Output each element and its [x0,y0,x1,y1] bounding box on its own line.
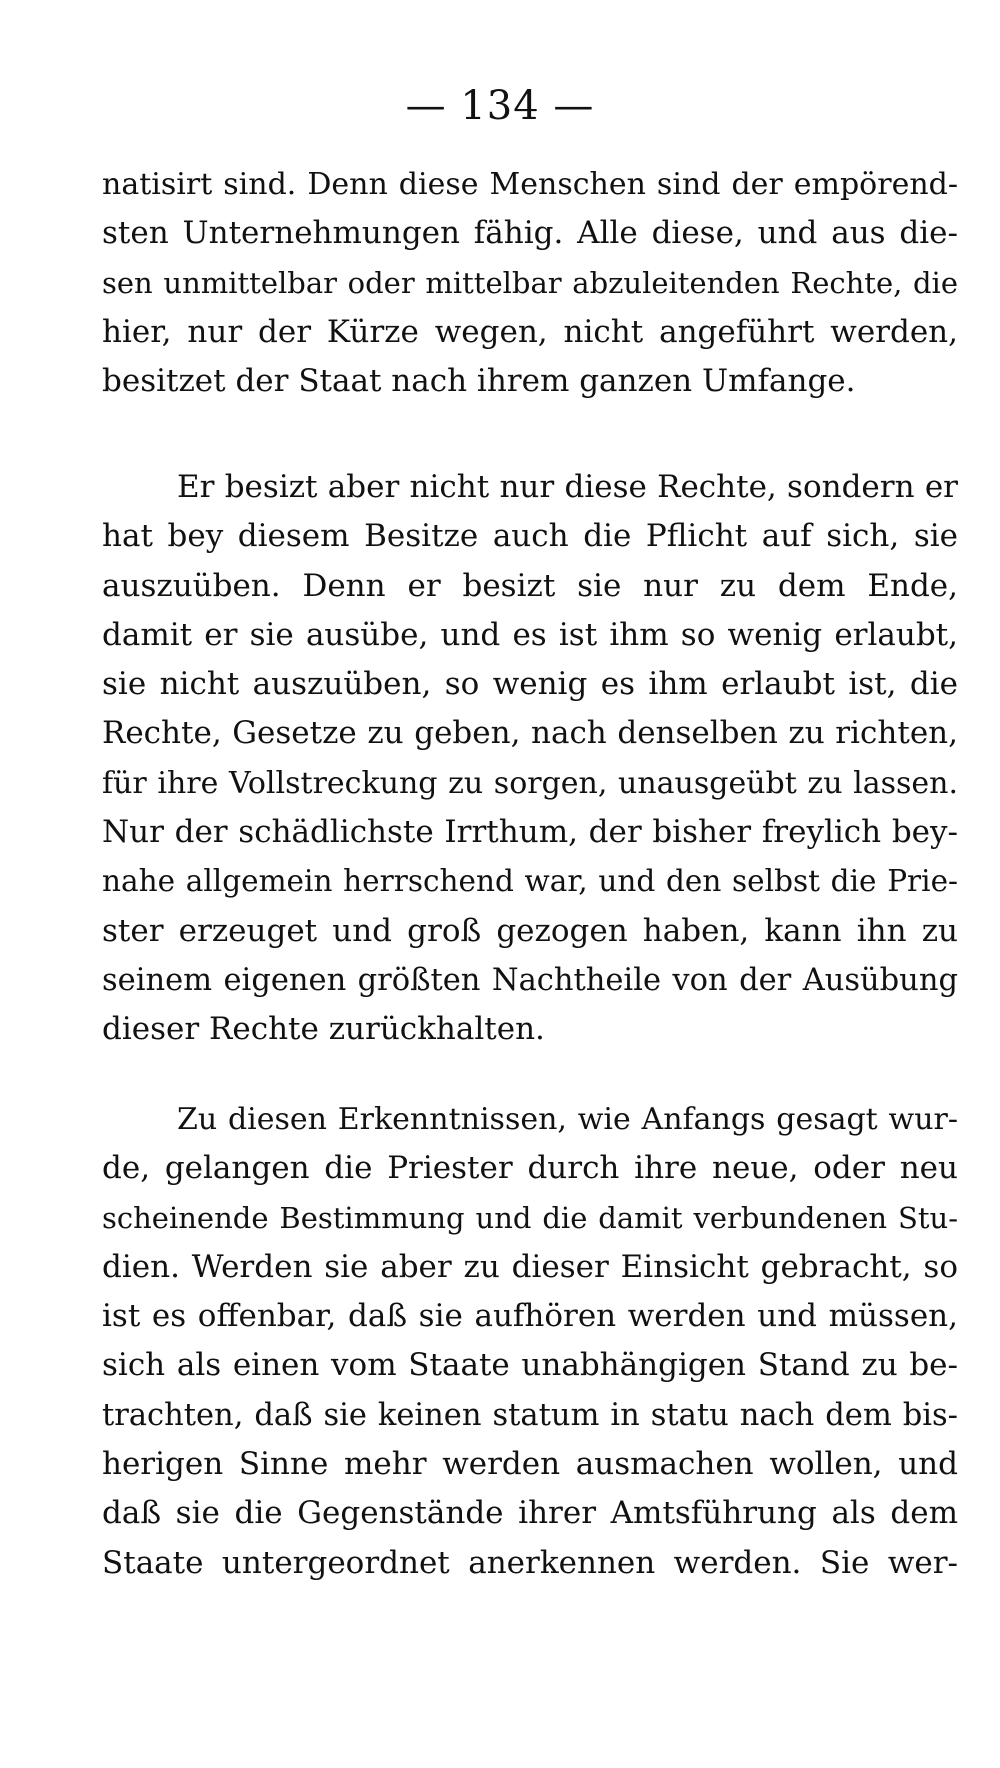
text-line: besitzet der Staat nach ihrem ganzen Umfange. [102,363,856,400]
paragraph-1 [102,160,958,406]
text-line: seinem eigenen größten Nachtheile von der Ausübung [102,962,958,998]
text-line: Zu diesen Erkenntnissen, wie Anfangs gesagt wur- [177,1102,958,1137]
text-line: dieser Rechte zurückhalten. [102,1011,545,1048]
text-line: daß sie die Gegenstände ihrer Amtsführung als dem [102,1495,958,1532]
text-line: ist es offenbar, daß sie aufhören werden und müssen, [102,1298,958,1335]
text-line: hat bey diesem Besitze auch die Pflicht auf sich, sie [102,518,958,555]
text-line: dien. Werden sie aber zu dieser Einsicht gebracht, so [102,1248,958,1285]
text-line: natisirt sind. Denn diese Menschen sind der empörend- [102,167,958,202]
text-line: Staate untergeordnet anerkennen werden. Sie wer- [102,1544,958,1581]
text-line: für ihre Vollstreckung zu sorgen, unausgeübt zu lassen. [102,765,958,801]
text-line: Rechte, Gesetze zu geben, nach denselben zu richten, [102,715,958,752]
paragraph-2 [102,463,958,1055]
text-line: sie nicht auszuüben, so wenig es ihm erlaubt ist, die [102,666,958,703]
text-line: scheinende Bestimmung und die damit verbundenen Stu- [102,1200,958,1235]
text-line: Er besizt aber nicht nur diese Rechte, sondern er [177,469,958,505]
paragraph-3 [102,1095,958,1588]
text-line: trachten, daß sie keinen statum in statu nach dem bis- [102,1397,958,1433]
text-line: de, gelangen die Priester durch ihre neue, oder neu [102,1150,958,1187]
text-line: sich als einen vom Staate unabhängigen Stand zu be- [102,1347,958,1384]
text-line: herigen Sinne mehr werden ausmachen wollen, und [102,1446,958,1483]
text-line: hier, nur der Kürze wegen, nicht angeführt werden, [102,313,958,350]
page-number: — 134 — [405,83,595,129]
text-line: damit er sie ausübe, und es ist ihm so wenig erlaubt, [102,616,958,653]
text-line: sen unmittelbar oder mittelbar abzuleitenden Rechte, die [102,265,958,300]
text-line: Nur der schädlichste Irrthum, der bisher freylich bey- [102,814,958,851]
text-line: nahe allgemein herrschend war, und den selbst die Prie- [102,864,958,899]
text-line: sten Unternehmungen fähig. Alle diese, und aus die- [102,215,958,252]
text-line: auszuüben. Denn er besizt sie nur zu dem Ende, [102,567,958,604]
text-line: ster erzeuget und groß gezogen haben, kann ihn zu [102,912,958,949]
